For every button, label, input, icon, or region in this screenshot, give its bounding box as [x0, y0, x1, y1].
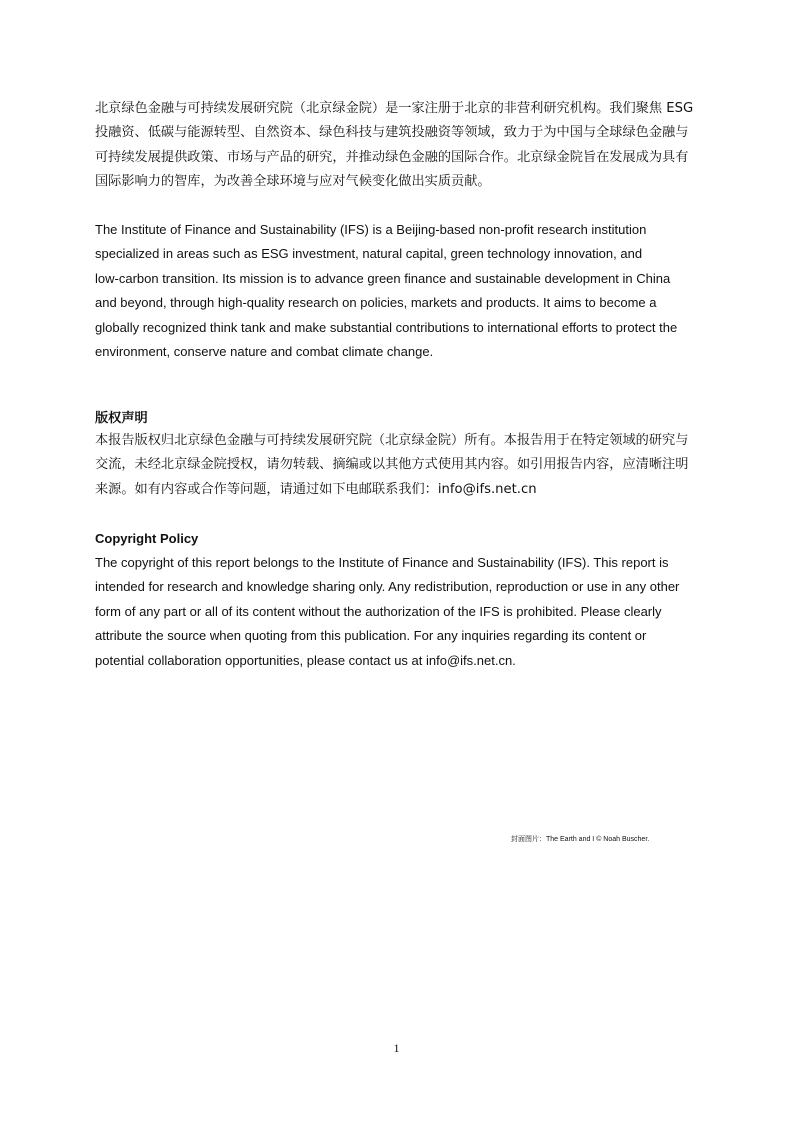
copyright-english-paragraph: The copyright of this report belongs to the Institute of Finance and Sustainability (IFS). This report is intended for research and knowledge sharing only. Any redistribution, reproduction or use in any other form of any part or all of its content without the authorization of the IFS is prohibited. Please clearly attribute the source when quoting from this publication. For any inquiries regarding its content or potential collaboration opportunities, please contact us at info@ifs.net.cn.	[95, 555, 680, 668]
page-number: 1	[393, 1041, 400, 1055]
copyright-chinese-paragraph: 本报告版权归北京绿色金融与可持续发展研究院（北京绿金院）所有。本报告用于在特定领域的研究与 交流，未经北京绿金院授权，请勿转载、摘编或以其他方式使用其内容。如引用报告内容，应清晰注明 来源。如有内容或合作等问题，请通过如下电邮联系我们：info@ifs.net.cn	[95, 433, 689, 497]
intro-chinese-paragraph: 北京绿色金融与可持续发展研究院（北京绿金院）是一家注册于北京的非营利研究机构。我们聚焦 ESG 投融资、低碳与能源转型、自然资本、绿色科技与建筑投融资等领域，致力于为中国与全球绿色金融与 可持续发展提供政策、市场与产品的研究，并推动绿色金融的国际合作。北京绿金院旨在发展成为具有 国际影响力的智库，为改善全球环境与应对气候变化做出实质贡献。	[95, 101, 694, 190]
cover-image-credit: 封面图片：The Earth and I © Noah Buscher.	[511, 836, 650, 843]
copyright-chinese-heading: 版权声明	[95, 411, 148, 426]
intro-english-paragraph: The Institute of Finance and Sustainability (IFS) is a Beijing-based non-profit research institution specialized in areas such as ESG investment, natural capital, green technology innovation, and low-carbon transition. Its mission is to advance green finance and sustainable development in China and beyond, through high-quality research on policies, markets and products. It aims to become a globally recognized think tank and make substantial contributions to international efforts to protect the environment, conserve nature and combat climate change.	[95, 222, 678, 360]
copyright-english-heading: Copyright Policy	[95, 531, 199, 546]
